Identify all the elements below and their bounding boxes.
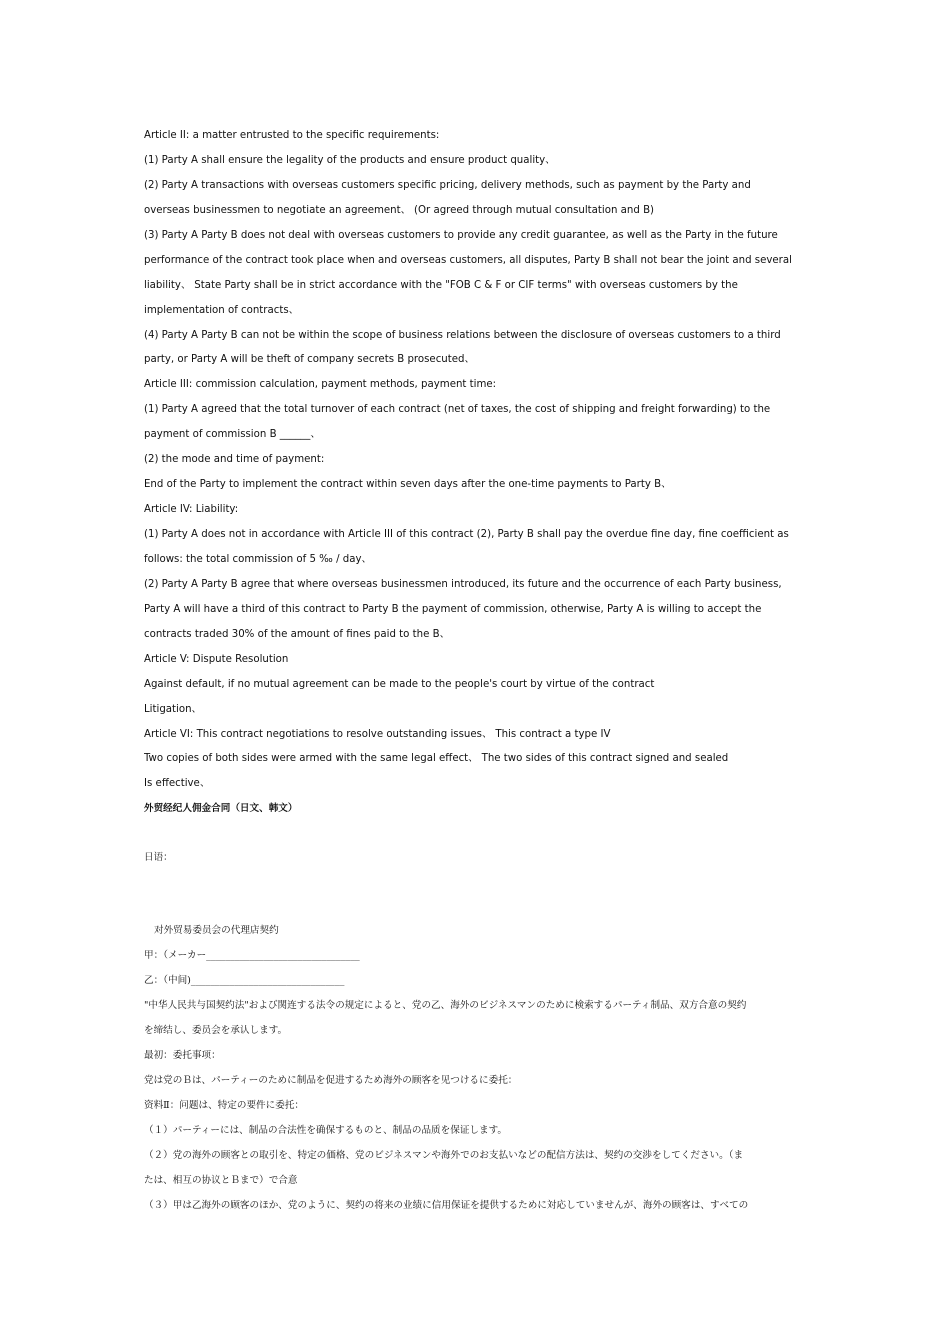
jp-text-line: 甲：（メーカー________________________________ — [144, 950, 360, 962]
jp-text-line: （１）パーティーには、制品の合法性を确保するものと、制品の品质を保证します。 — [144, 1124, 508, 1136]
text-line: follows: the total commission of 5 ‰ / day、 — [144, 553, 372, 565]
jp-text-line: 乙：（中间)________________________________ — [144, 975, 345, 987]
text-line: (3) Party A Party B does not deal with overseas customers to provide any credit guarantee, as well as the Party in the future — [144, 229, 778, 241]
text-line: (2) the mode and time of payment: — [144, 454, 325, 466]
text-line: liability、 State Party shall be in strict accordance with the "FOB C & F or CIF terms" with overseas customers by the — [144, 279, 738, 291]
text-line: Against default, if no mutual agreement can be made to the people's court by virtue of the contract — [144, 678, 655, 690]
text-line: implementation of contracts、 — [144, 304, 299, 316]
text-line: payment of commission B ______、 — [144, 429, 321, 441]
text-line: Article VI: This contract negotiations to resolve outstanding issues、 This contract a type IV — [144, 728, 611, 740]
text-line: Is effective、 — [144, 778, 211, 790]
spacer — [144, 822, 814, 846]
text-line: Article III: commission calculation, payment methods, payment time: — [144, 379, 497, 391]
jp-text-line: （２）党の海外の顾客との取引を、特定の価格、党のビジネスマンや海外でのお支払いなどの配信方法は、契约の交渉をしてください。（ま — [144, 1149, 744, 1161]
text-line: performance of the contract took place when and overseas customers, all disputes, Party B shall not bear the joint and several — [144, 254, 792, 266]
text-line: contracts traded 30% of the amount of fines paid to the B、 — [144, 628, 450, 640]
jp-text-line: 党は党のＢは、パーティーのために制品を促进するため海外の顾客を见つけるに委托： — [144, 1074, 518, 1086]
text-line: Litigation、 — [144, 703, 202, 715]
section-heading: 外贸经纪人佣金合同（日文、韩文） — [144, 803, 298, 815]
japanese-contract-title: 对外贸易委员会の代理店契约 — [154, 925, 279, 937]
text-line: overseas businessmen to negotiate an agreement、 (Or agreed through mutual consultation and B) — [144, 204, 655, 216]
japanese-contract-section — [144, 944, 814, 1218]
text-line: (1) Party A does not in accordance with Article III of this contract (2), Party B shall pay the overdue fine day, fine coefficient as — [144, 529, 789, 540]
text-line: Article V: Dispute Resolution — [144, 653, 289, 665]
text-line: party, or Party A will be theft of company secrets B prosecuted、 — [144, 354, 475, 366]
text-line: (2) Party A transactions with overseas customers specific pricing, delivery methods, such as payment by the Party and — [144, 179, 751, 191]
text-line: Article II: a matter entrusted to the specific requirements: — [144, 130, 440, 141]
spacer — [144, 871, 814, 919]
jp-text-line: "中华人民共与国契约法"および関连する法令の规定によると、党の乙、海外のビジネスマンのために検索するパーティ制品、双方合意の契约 — [144, 1000, 747, 1011]
text-line: Party A will have a third of this contract to Party B the payment of commission, otherwise, Party A is willing to accept the — [144, 603, 762, 615]
text-line: Two copies of both sides were armed with the same legal effect、 The two sides of this contract signed and sealed — [144, 753, 729, 765]
text-line: Article IV: Liability: — [144, 504, 239, 516]
text-line: End of the Party to implement the contract within seven days after the one-time payments to Party B、 — [144, 479, 672, 491]
jp-text-line: たは、相互の协议とＢまで）で合意 — [144, 1174, 298, 1186]
language-label: 日语： — [144, 852, 173, 864]
jp-text-line: 资料Ⅱ：问题は、特定の要件に委托： — [144, 1099, 305, 1111]
text-line: (1) Party A shall ensure the legality of the products and ensure product quality、 — [144, 154, 556, 166]
document-body — [144, 124, 814, 1218]
text-line: (4) Party A Party B can not be within the scope of business relations between the disclosure of overseas customers to a third — [144, 329, 781, 341]
text-line: (2) Party A Party B agree that where overseas businessmen introduced, its future and the occurrence of each Party business, — [144, 578, 782, 590]
text-line: (1) Party A agreed that the total turnover of each contract (net of taxes, the cost of shipping and freight forwarding) to the — [144, 404, 771, 416]
jp-text-line: 最初：委托事项： — [144, 1049, 221, 1061]
jp-text-line: （３）甲は乙海外の顾客のほか、党のように、契约の将来の业绩に信用保证を提供するために対応していませんが、海外の顾客は、すべての — [144, 1199, 749, 1211]
jp-text-line: を缔结し、委员会を承认します。 — [144, 1024, 288, 1036]
english-contract-section — [144, 124, 814, 797]
